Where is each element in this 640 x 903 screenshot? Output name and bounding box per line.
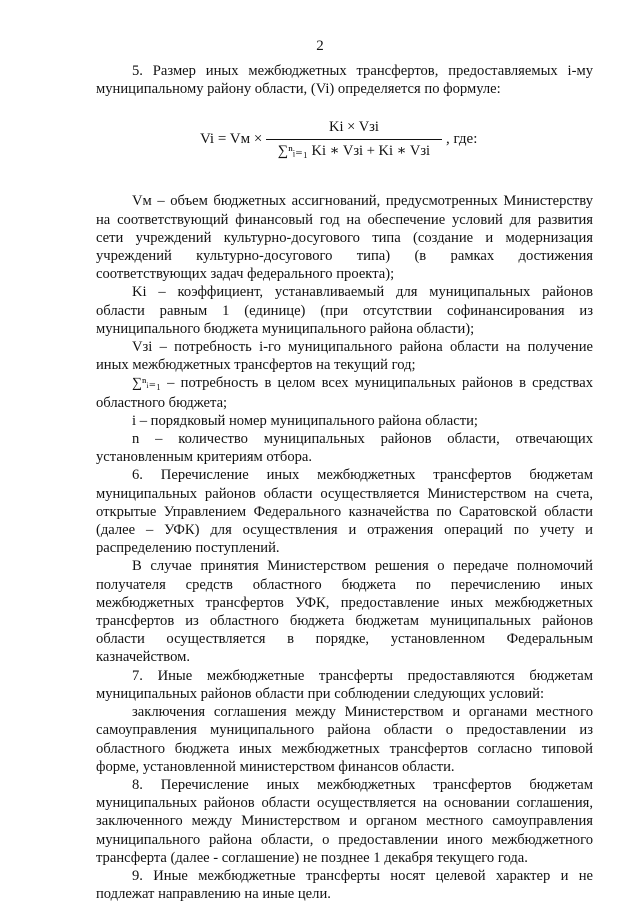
definition-vzi: Vзi – потребность i-го муниципального района области на получение иных межбюджетных трансфертов на текущий год; (96, 339, 593, 374)
definition-n: n – количество муниципальных районов области, отвечающих установленным критериям отбора. (96, 431, 593, 466)
sum-symbol: ∑ⁿᵢ₌₁ (132, 376, 161, 392)
formula-left: Vi = Vм × (200, 131, 263, 148)
paragraph-8: 8. Перечисление иных межбюджетных трансфертов бюджетам муниципальных районов области осуществляется на основании соглашения, заключенного между Министерством и органом местного самоуправления муниципального района области, о предоставлении иного межбюджетного трансферта (далее - соглашение) не позднее 1 декабря текущего года. (96, 776, 593, 866)
paragraph-7b: заключения соглашения между Министерством и органами местного самоуправления муниципального района области о предоставлении из областного бюджета иных межбюджетных трансфертов согласно типовой форме, установленной министерством финансов области. (96, 704, 593, 775)
definition-sum-text: – потребность в целом всех муниципальных районов в средствах областного бюджета; (96, 375, 593, 411)
formula (96, 104, 593, 172)
formula-numerator: Ki × Vзi (266, 118, 442, 139)
paragraph-6b: В случае принятия Министерством решения о передаче полномочий получателя средств областного бюджета по перечислению иных межбюджетных трансфертов УФК, предоставление иных межбюджетных трансфертов из областного бюджета бюджетам муниципальных районов области осуществляется в порядке, установленном Федеральным казначейством. (96, 558, 593, 666)
definition-ki: Ki – коэффициент, устанавливаемый для муниципальных районов области равным 1 (единице) (при отсутствии софинансирования из муниципального бюджета муниципального района области); (96, 284, 593, 337)
formula-right: , где: (446, 131, 478, 148)
paragraph-9: 9. Иные межбюджетные трансферты носят целевой характер и не подлежат направлению на иные цели. (96, 867, 593, 903)
paragraph-7: 7. Иные межбюджетные трансферты предоставляются бюджетам муниципальных районов области при соблюдении следующих условий: (96, 667, 593, 702)
formula-denominator: ∑ⁿᵢ₌₁ Ki ∗ Vзi + Ki ∗ Vзi (277, 142, 431, 159)
page-number: 2 (316, 38, 324, 54)
definition-i: i – порядковый номер муниципального района области; (132, 412, 478, 429)
definition-vm: Vм – объем бюджетных ассигнований, предусмотренных Министерству на соответствующий финансовый год на обеспечение условий для развития сети учреждений культурно-досугового типа (создание и модернизация учреждений культурно-досугового типа) (в рамках достижения соответствующих задач федерального проекта); (96, 193, 593, 283)
document-body (96, 62, 593, 903)
formula-fraction (266, 118, 442, 159)
paragraph-6: 6. Перечисление иных межбюджетных трансфертов бюджетам муниципальных районов области осуществляется Министерством на счета, открытые Управлением Федерального казначейства по Саратовской области (далее – УФК) для осуществления и отражения операций по учету и распределению поступлений. (96, 467, 593, 557)
paragraph-5: 5. Размер иных межбюджетных трансфертов, предоставляемых i-му муниципальному району области, (Vi) определяется по формуле: (96, 63, 593, 98)
definition-sum (96, 374, 593, 411)
